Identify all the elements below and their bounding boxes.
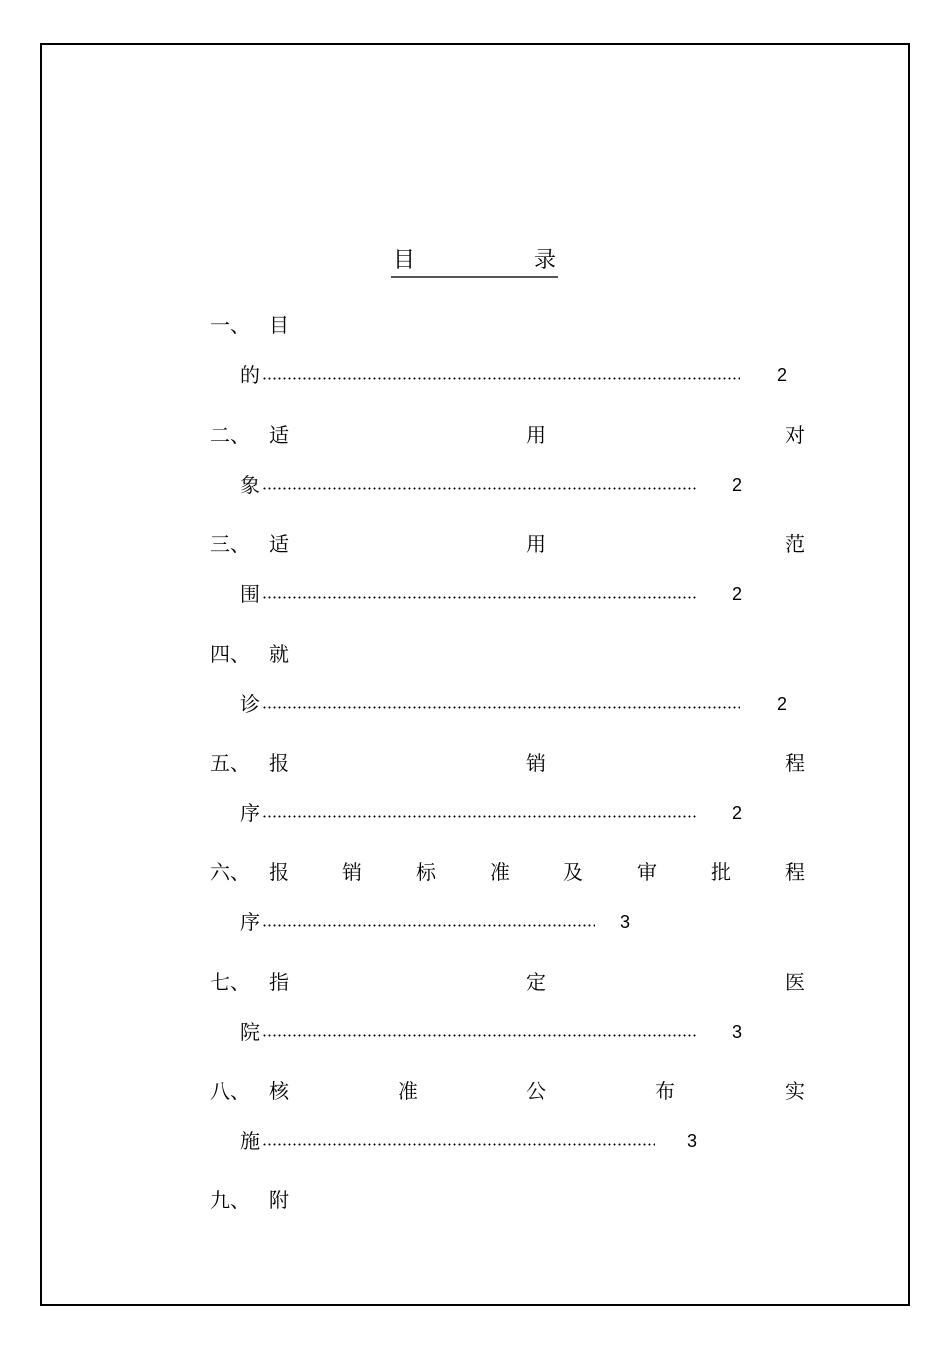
entry-heading-char: 标 (416, 860, 436, 884)
entry-heading-char: 实 (785, 1079, 805, 1103)
entry-heading-char: 适 (269, 423, 289, 447)
entry-heading-char: 核 (269, 1079, 289, 1103)
entry-number: 四、 (210, 642, 250, 666)
entry-heading-char: 报 (269, 860, 289, 884)
page-number: 2 (732, 584, 743, 604)
dot-leader (262, 1143, 655, 1146)
entry-heading-char: 范 (785, 532, 805, 556)
entry-heading-char: 就 (269, 642, 289, 666)
entry-number: 八、 (210, 1079, 250, 1103)
toc-title (391, 246, 558, 278)
entry-heading-char: 指 (269, 970, 289, 994)
toc-title-char-2: 录 (533, 248, 556, 273)
page-number: 2 (777, 365, 788, 385)
entry-number: 七、 (210, 970, 250, 994)
page-border (40, 43, 910, 1306)
dot-leader (262, 1034, 698, 1037)
dot-leader (262, 924, 595, 927)
dot-leader (262, 596, 698, 599)
entry-heading-char: 布 (655, 1079, 675, 1103)
entry-heading-last-char: 院 (240, 1020, 260, 1044)
entry-heading-last-char: 象 (240, 473, 260, 497)
entry-heading-char: 适 (269, 532, 289, 556)
entry-number: 五、 (210, 751, 250, 775)
entry-heading-char: 程 (785, 860, 805, 884)
entry-heading-char: 准 (398, 1079, 418, 1103)
entry-heading-last-char: 施 (240, 1129, 260, 1153)
entry-heading-char: 附 (269, 1188, 289, 1212)
entry-heading-last-char: 的 (240, 363, 260, 387)
entry-heading-char: 用 (526, 532, 546, 556)
page-number: 2 (777, 694, 788, 714)
entry-heading-char: 及 (563, 860, 583, 884)
toc-title-char-1: 目 (393, 248, 416, 273)
entry-number: 六、 (210, 860, 250, 884)
entry-number: 九、 (210, 1188, 250, 1212)
entry-heading-char: 报 (269, 751, 289, 775)
entry-heading-last-char: 围 (240, 582, 260, 606)
entry-heading-last-char: 诊 (240, 692, 260, 716)
page-number: 2 (732, 475, 743, 495)
entry-heading-char: 销 (526, 751, 546, 775)
page-number: 2 (732, 803, 743, 823)
entry-heading-last-char: 序 (240, 801, 260, 825)
dot-leader (262, 377, 740, 380)
entry-heading-last-char: 序 (240, 910, 260, 934)
page-number: 3 (620, 912, 631, 932)
entry-heading-char: 医 (785, 970, 805, 994)
entry-heading-char: 销 (342, 860, 362, 884)
page-number: 3 (687, 1131, 698, 1151)
entry-heading-char: 准 (490, 860, 510, 884)
entry-heading-char: 目 (269, 313, 289, 337)
entry-number: 一、 (210, 313, 250, 337)
entry-heading-char: 定 (526, 970, 546, 994)
entry-number: 三、 (210, 532, 250, 556)
entry-heading-char: 审 (637, 860, 657, 884)
entry-heading-char: 批 (711, 860, 731, 884)
dot-leader (262, 706, 740, 709)
page-number: 3 (732, 1022, 743, 1042)
dot-leader (262, 815, 698, 818)
entry-heading-char: 对 (785, 423, 805, 447)
dot-leader (262, 487, 698, 490)
entry-heading-char: 用 (526, 423, 546, 447)
entry-number: 二、 (210, 423, 250, 447)
entry-heading-char: 公 (526, 1079, 546, 1103)
entry-heading-char: 程 (785, 751, 805, 775)
